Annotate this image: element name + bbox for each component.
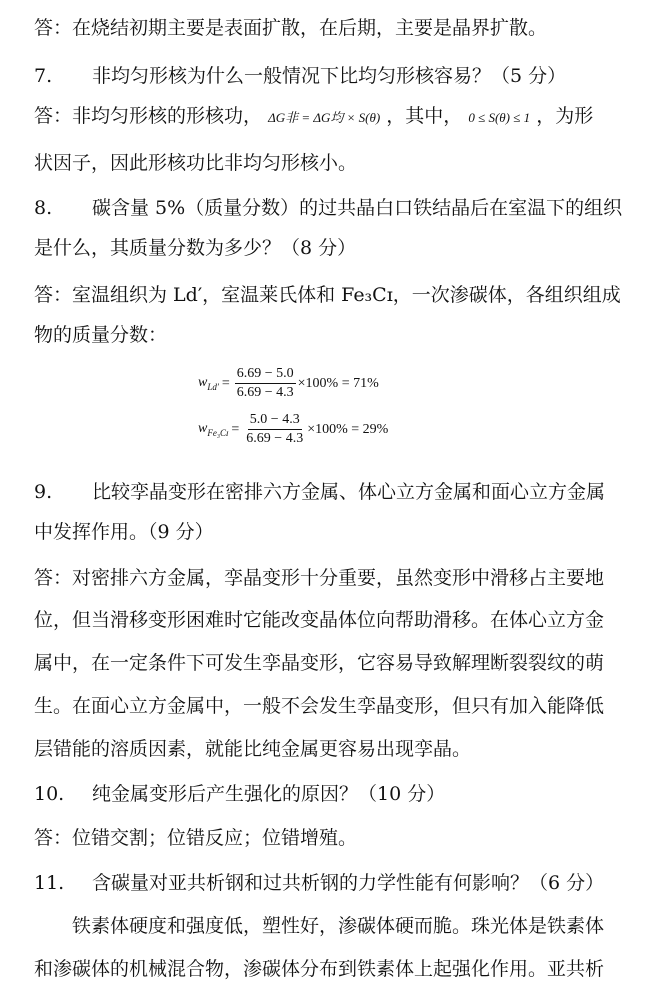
answer-7-part-a: 答：非均匀形核的形核功，	[34, 105, 263, 127]
answer-7-part-b: ，其中，	[386, 105, 463, 127]
question-8-line-2: 是什么，其质量分数为多少？（8 分）	[34, 237, 357, 259]
answer-9-line-2: 位，但当滑移变形困难时它能改变晶体位向帮助滑移。在体心立方金	[34, 609, 605, 631]
formula-ld-fraction	[235, 366, 296, 401]
answer-8-line-1: 答：室温组织为 Ld′，室温莱氏体和 Fe₃Cɪ，一次渗碳体，各组织组成	[34, 284, 621, 306]
question-7-text: 非均匀形核为什么一般情况下比均匀形核容易？（5 分）	[92, 65, 567, 87]
formula-nucleation-work: ΔG非 = ΔG均 × S(θ)	[268, 110, 381, 125]
question-8-text-1: 碳含量 5%（质量分数）的过共晶白口铁结晶后在室温下的组织	[92, 197, 623, 219]
question-9-text-1: 比较孪晶变形在密排六方金属、体心立方金属和面心立方金属	[92, 481, 606, 503]
question-10-text: 纯金属变形后产生强化的原因？（10 分）	[92, 783, 446, 805]
answer-11-line-2: 和渗碳体的机械混合物，渗碳体分布到铁素体上起强化作用。亚共析	[34, 958, 605, 980]
question-8-number: 8.	[34, 197, 53, 219]
formula-fe3c-denominator: 6.69 − 4.3	[246, 431, 304, 446]
formula-fe3c-result: ×100% = 29%	[307, 421, 389, 437]
answer-11-line-1	[34, 914, 604, 938]
formula-ld-lhs: $w_{Ld'}$	[198, 375, 219, 392]
question-11	[34, 871, 604, 895]
answer-9-line-1: 答：对密排六方金属，孪晶变形十分重要，虽然变形中滑移占主要地	[34, 567, 605, 589]
formula-fe3c-fraction	[244, 412, 305, 447]
answer-9-line-5: 层错能的溶质因素，就能比纯金属更容易出现孪晶。	[34, 738, 472, 760]
formula-fe3c-numerator: 5.0 − 4.3	[248, 412, 302, 430]
formula-ld-numerator: 6.69 − 5.0	[235, 366, 296, 384]
answer-6-text: 答：在烧结初期主要是表面扩散，在后期，主要是晶界扩散。	[34, 17, 548, 39]
formula-ld-denominator: 6.69 − 4.3	[236, 385, 294, 400]
answer-9-line-4: 生。在面心立方金属中，一般不会发生孪晶变形，但只有加入能降低	[34, 695, 605, 717]
formula-ld-result: ×100% = 71%	[297, 375, 379, 391]
question-11-text: 含碳量对亚共析钢和过共析钢的力学性能有何影响？（6 分）	[92, 872, 605, 894]
question-9-number: 9.	[34, 481, 53, 503]
question-7-number: 7.	[34, 65, 53, 87]
formula-fe3c-lhs: $w_{Fe_3Cɪ}$	[198, 421, 229, 438]
answer-10: 答：位错交割；位错反应；位错增殖。	[34, 827, 358, 849]
formula-ld: $w_{Ld'}$ = $\frac{6.69 - 5.0}{6.69 - 4.3}$ ×100% = 71%	[198, 366, 379, 400]
question-9-line-1	[34, 480, 605, 504]
question-9-line-2: 中发挥作用。（9 分）	[34, 521, 214, 543]
question-10	[34, 782, 445, 806]
formula-shape-factor-range: 0 ≤ S(θ) ≤ 1	[468, 110, 531, 125]
answer-7-part-c: ，为形	[536, 105, 594, 127]
answer-8-line-2: 物的质量分数：	[34, 324, 168, 346]
answer-7-line-2: 状因子，因此形核功比非均匀形核小。	[34, 152, 358, 174]
answer-9-line-3: 属中，在一定条件下可发生孪晶变形，它容易导致解理断裂裂纹的萌	[34, 652, 605, 674]
question-7	[34, 64, 566, 88]
question-10-number: 10.	[34, 783, 65, 805]
formula-fe3c: $w_{Fe_3Cɪ}$ = $\frac{5.0 - 4.3}{6.69 - 4.3}$ ×100% = 29%	[198, 412, 389, 446]
question-11-number: 11.	[34, 872, 65, 894]
answer-7-line-1	[34, 104, 593, 130]
question-8-line-1	[34, 196, 622, 220]
answer-11-text-1: 铁素体硬度和强度低，塑性好，渗碳体硬而脆。珠光体是铁素体	[72, 915, 605, 937]
